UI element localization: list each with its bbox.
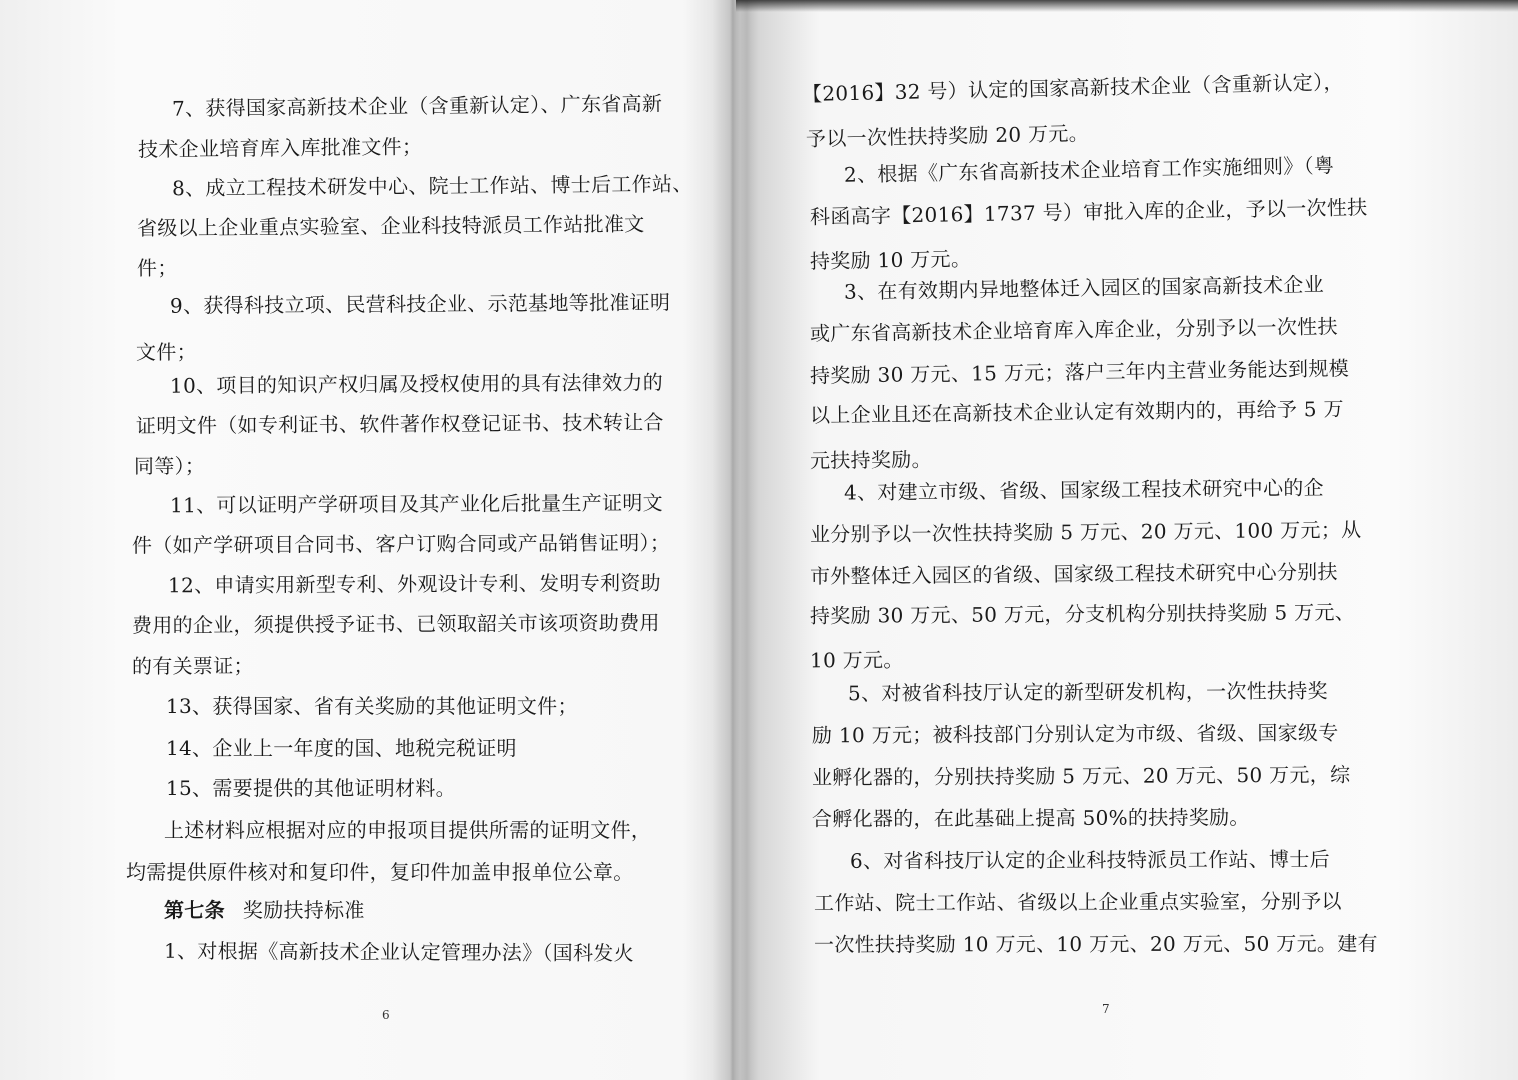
left-line: 12、申请实用新型专利、外观设计专利、发明专利资助 bbox=[167, 570, 662, 598]
left-line: 1、对根据《高新技术企业认定管理办法》（国科发火 bbox=[163, 938, 634, 966]
left-line: 文件； bbox=[135, 339, 197, 365]
left-line: 15、需要提供的其他证明材料。 bbox=[166, 776, 456, 800]
left-line: 证明文件（如专利证书、软件著作权登记证书、技术转让合 bbox=[135, 410, 664, 438]
right-line: 4、对建立市级、省级、国家级工程技术研究中心的企 bbox=[843, 475, 1325, 505]
right-line: 以上企业且还在高新技术企业认定有效期内的，再给予 5 万 bbox=[809, 396, 1344, 428]
left-line: 件； bbox=[136, 255, 178, 281]
right-line: 10 万元。 bbox=[809, 647, 904, 673]
right-page-text bbox=[740, 0, 1518, 1080]
left-line: 省级以上企业重点实验室、企业科技特派员工作站批准文 bbox=[136, 211, 645, 241]
left-line: 14、企业上一年度的国、地税完税证明 bbox=[166, 736, 517, 760]
right-line: 业分别予以一次性扶持奖励 5 万元、20 万元、100 万元；从 bbox=[809, 517, 1362, 547]
left-line: 11、可以证明产学研项目及其产业化后批量生产证明文 bbox=[169, 490, 664, 518]
right-line: 6、对省科技厅认定的企业科技特派员工作站、博士后 bbox=[849, 847, 1330, 873]
article-title: 奖励扶持标准 bbox=[242, 898, 365, 922]
right-line: 2、根据《广东省高新技术企业培育工作实施细则》（粤 bbox=[843, 153, 1335, 187]
left-line: 8、成立工程技术研发中心、院士工作站、博士后工作站、 bbox=[171, 171, 693, 201]
right-line: 科函高字【2016】1737 号）审批入库的企业，予以一次性扶 bbox=[809, 195, 1368, 229]
left-line: 均需提供原件核对和复印件，复印件加盖申报单位公章。 bbox=[126, 860, 634, 884]
right-line: 市外整体迁入园区的省级、国家级工程技术研究中心分别扶 bbox=[809, 559, 1338, 589]
right-line: 合孵化器的，在此基础上提高 50%的扶持奖励。 bbox=[811, 805, 1250, 831]
left-page-number: 6 bbox=[382, 1008, 390, 1022]
article-heading bbox=[164, 898, 365, 922]
right-line: 持奖励 10 万元。 bbox=[809, 246, 972, 274]
right-line: 持奖励 30 万元、15 万元；落户三年内主营业务能达到规模 bbox=[809, 356, 1350, 388]
right-line: 元扶持奖励。 bbox=[809, 447, 932, 473]
left-line: 7、获得国家高新技术企业（含重新认定）、广东省高新 bbox=[171, 91, 663, 121]
left-line: 上述材料应根据对应的申报项目提供所需的证明文件， bbox=[164, 818, 652, 842]
left-line: 9、获得科技立项、民营科技企业、示范基地等批准证明 bbox=[169, 290, 671, 318]
left-page bbox=[0, 0, 718, 1080]
right-line: 或广东省高新技术企业培育库入库企业，分别予以一次性扶 bbox=[809, 314, 1338, 346]
left-line: 的有关票证； bbox=[131, 653, 254, 679]
right-line: 3、在有效期内异地整体迁入园区的国家高新技术企业 bbox=[843, 272, 1325, 304]
left-line: 件（如产学研项目合同书、客户订购合同或产品销售证明）； bbox=[131, 530, 671, 558]
right-page bbox=[740, 0, 1518, 1080]
right-line: 励 10 万元；被科技部门分别认定为市级、省级、国家级专 bbox=[811, 720, 1339, 748]
right-line: 5、对被省科技厅认定的新型研发机构，一次性扶持奖 bbox=[847, 678, 1328, 706]
right-line: 工作站、院士工作站、省级以上企业重点实验室，分别予以 bbox=[813, 889, 1342, 915]
article-number: 第七条 bbox=[164, 898, 225, 922]
right-line: 业孵化器的，分别扶持奖励 5 万元、20 万元、50 万元，综 bbox=[811, 762, 1351, 790]
right-line: 【2016】32 号）认定的国家高新技术企业（含重新认定）， bbox=[801, 69, 1344, 107]
left-line: 同等）； bbox=[133, 453, 206, 479]
left-line: 13、获得国家、省有关奖励的其他证明文件； bbox=[166, 694, 578, 718]
right-line: 一次性扶持奖励 10 万元、10 万元、20 万元、50 万元。建有 bbox=[813, 931, 1378, 957]
left-line: 技术企业培育库入库批准文件； bbox=[137, 134, 423, 162]
left-line: 费用的企业，须提供授予证书、已领取韶关市该项资助费用 bbox=[131, 610, 660, 638]
right-line: 持奖励 30 万元、50 万元，分支机构分别扶持奖励 5 万元、 bbox=[809, 600, 1356, 628]
right-page-number: 7 bbox=[1102, 1002, 1110, 1016]
left-line: 10、项目的知识产权归属及授权使用的具有法律效力的 bbox=[169, 370, 664, 398]
right-line: 予以一次性扶持奖励 20 万元。 bbox=[805, 121, 1090, 151]
left-page-text bbox=[0, 0, 718, 1080]
